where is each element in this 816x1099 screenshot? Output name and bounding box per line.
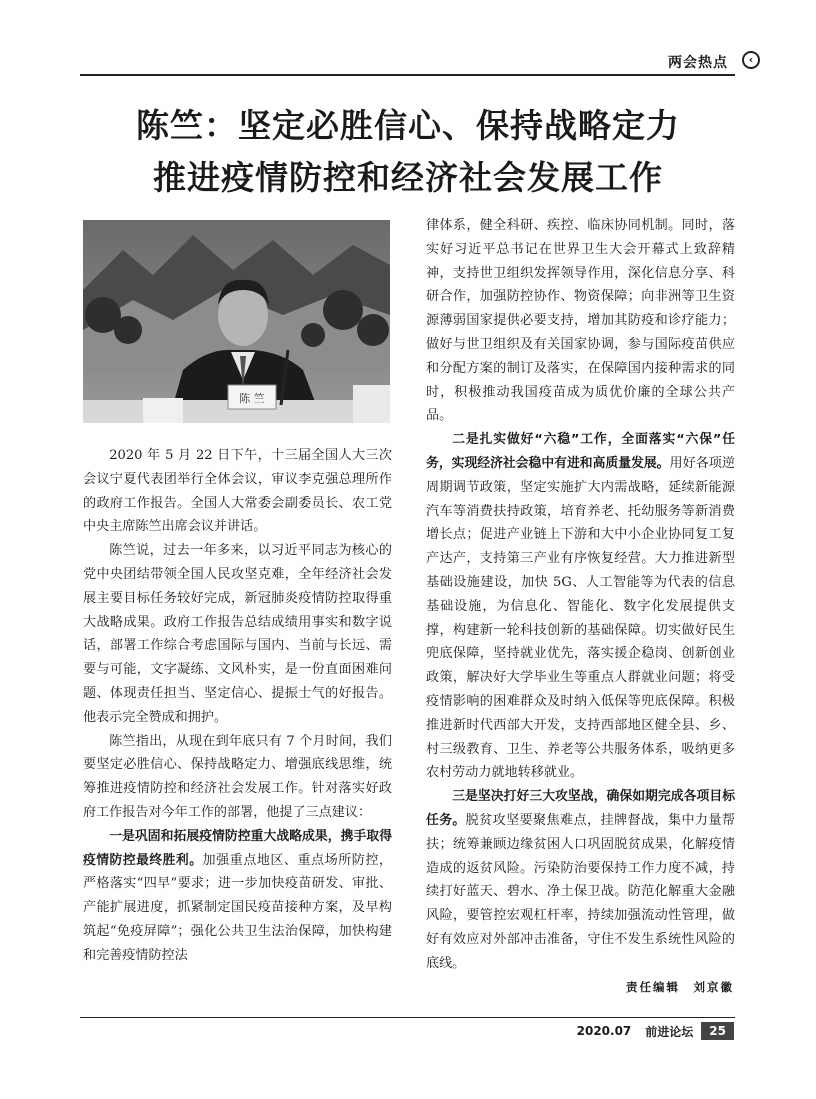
article-paragraph: 2020 年 5 月 22 日下午，十三届全国人大三次会议宁夏代表团举行全体会议，审议李克强总理所作的政府工作报告。全国人大常委会副委员长、农工党中央主席陈竺出席会议并讲话。	[83, 448, 392, 535]
article-title-line2: 推进疫情防控和经济社会发展工作	[153, 158, 663, 197]
point-text: 加强重点地区、重点场所防控，严格落实“四早”要求；进一步加快疫苗研发、审批、产能扩展进度，抓紧制定国民疫苗接种方案，及早构筑起“免疫屏障”；强化公共卫生法治保障，加快构建和完善疫情防控法	[83, 852, 393, 963]
point-heading: 二是扎实做好“六稳”工作，全面落实“六保”任务，实现经济社会稳中有进和高质量发展。	[426, 432, 735, 471]
article-paragraph	[426, 428, 735, 785]
article-paragraph	[426, 785, 735, 975]
header-rule	[80, 74, 735, 76]
issue-date: 2020.07	[576, 1024, 632, 1038]
arrow-circle-icon: ‹	[742, 51, 760, 69]
responsible-editor: 责任编辑 刘京徽	[626, 980, 734, 994]
point-text: 脱贫攻坚要聚焦难点，挂牌督战，集中力量帮扶；统筹兼顾边缘贫困人口巩固脱贫成果，化解疫情造成的返贫风险。污染防治要保持工作力度不减，持续打好蓝天、碧水、净土保卫战。防范化解重大金融风险，要管控宏观杠杆率，持续加强流动性管理，做好有效应对外部冲击准备，守住不发生系统性风险的底线。	[426, 812, 736, 971]
page-number: 25	[701, 1022, 734, 1040]
article-paragraph: 律体系，健全科研、疾控、临床协同机制。同时，落实好习近平总书记在世界卫生大会开幕式上致辞精神，支持世卫组织发挥领导作用，深化信息分享、科研合作，加强防控协作、物资保障；向非洲等卫生资源薄弱国家提供必要支持，增加其防疫和诊疗能力；做好与世卫组织及有关国家协调，参与国际疫苗供应和分配方案的制订及落实，在保障国内接种需求的同时，积极推动我国疫苗成为质优价廉的全球公共产品。	[426, 218, 735, 424]
section-tag: 两会热点	[668, 55, 728, 71]
article-title-line1: 陈竺：坚定必胜信心、保持战略定力	[136, 106, 680, 145]
article-column-left	[83, 444, 392, 968]
name-placard: 陈 竺	[239, 392, 265, 405]
article-column-right	[426, 214, 735, 976]
point-heading: 一是巩固和拓展疫情防控重大战略成果，携手取得疫情防控最终胜利。	[83, 828, 392, 868]
point-heading: 三是坚决打好三大攻坚战，确保如期完成各项目标任务。	[426, 789, 735, 828]
point-text: 用好各项逆周期调节政策，坚定实施扩大内需战略，延续新能源汽车等消费扶持政策，培育养老、托幼服务等新消费增长点；促进产业链上下游和大中小企业协同复工复产达产，支持第三产业有序恢复经营。大力推进新型基础设施建设，加快 5G、人工智能等为代表的信息基础设施，为信息化、智能化、数字化发展提供支撑，构建新一轮科技创新的基础保障。切实做好民生兜底保障，坚持就业优先，落实援企稳岗、创新创业政策，解决好大学毕业生等重点人群就业问题；将受疫情影响的困难群众及时纳入低保等兜底保障。积极推进新时代西部大开发，支持西部地区健全县、乡、村三级教育、卫生、养老等公共服务体系，吸纳更多农村劳动力就地转移就业。	[426, 455, 736, 781]
article-paragraph	[83, 825, 392, 968]
page-footer	[577, 1022, 734, 1040]
article-paragraph: 陈竺指出，从现在到年底只有 7 个月时间，我们要坚定必胜信心、保持战略定力、增强底线思维，统筹推进疫情防控和经济社会发展工作。针对落实好政府工作报告对今年工作的部署，他提了三点建议：	[83, 733, 392, 820]
footer-rule	[80, 1017, 735, 1018]
speaker-photo	[83, 220, 390, 423]
publication-name: 前进论坛	[645, 1024, 694, 1039]
article-paragraph: 陈竺说，过去一年多来，以习近平同志为核心的党中央团结带领全国人民攻坚克难，全年经济社会发展主要目标任务较好完成，新冠肺炎疫情防控取得重大战略成果。政府工作报告总结成绩用事实和数字说话，部署工作综合考虑国际与国内、当前与长远、需要与可能，文字凝练、文风朴实，是一份直面困难问题、体现责任担当、坚定信心、提振士气的好报告。他表示完全赞成和拥护。	[83, 543, 392, 725]
